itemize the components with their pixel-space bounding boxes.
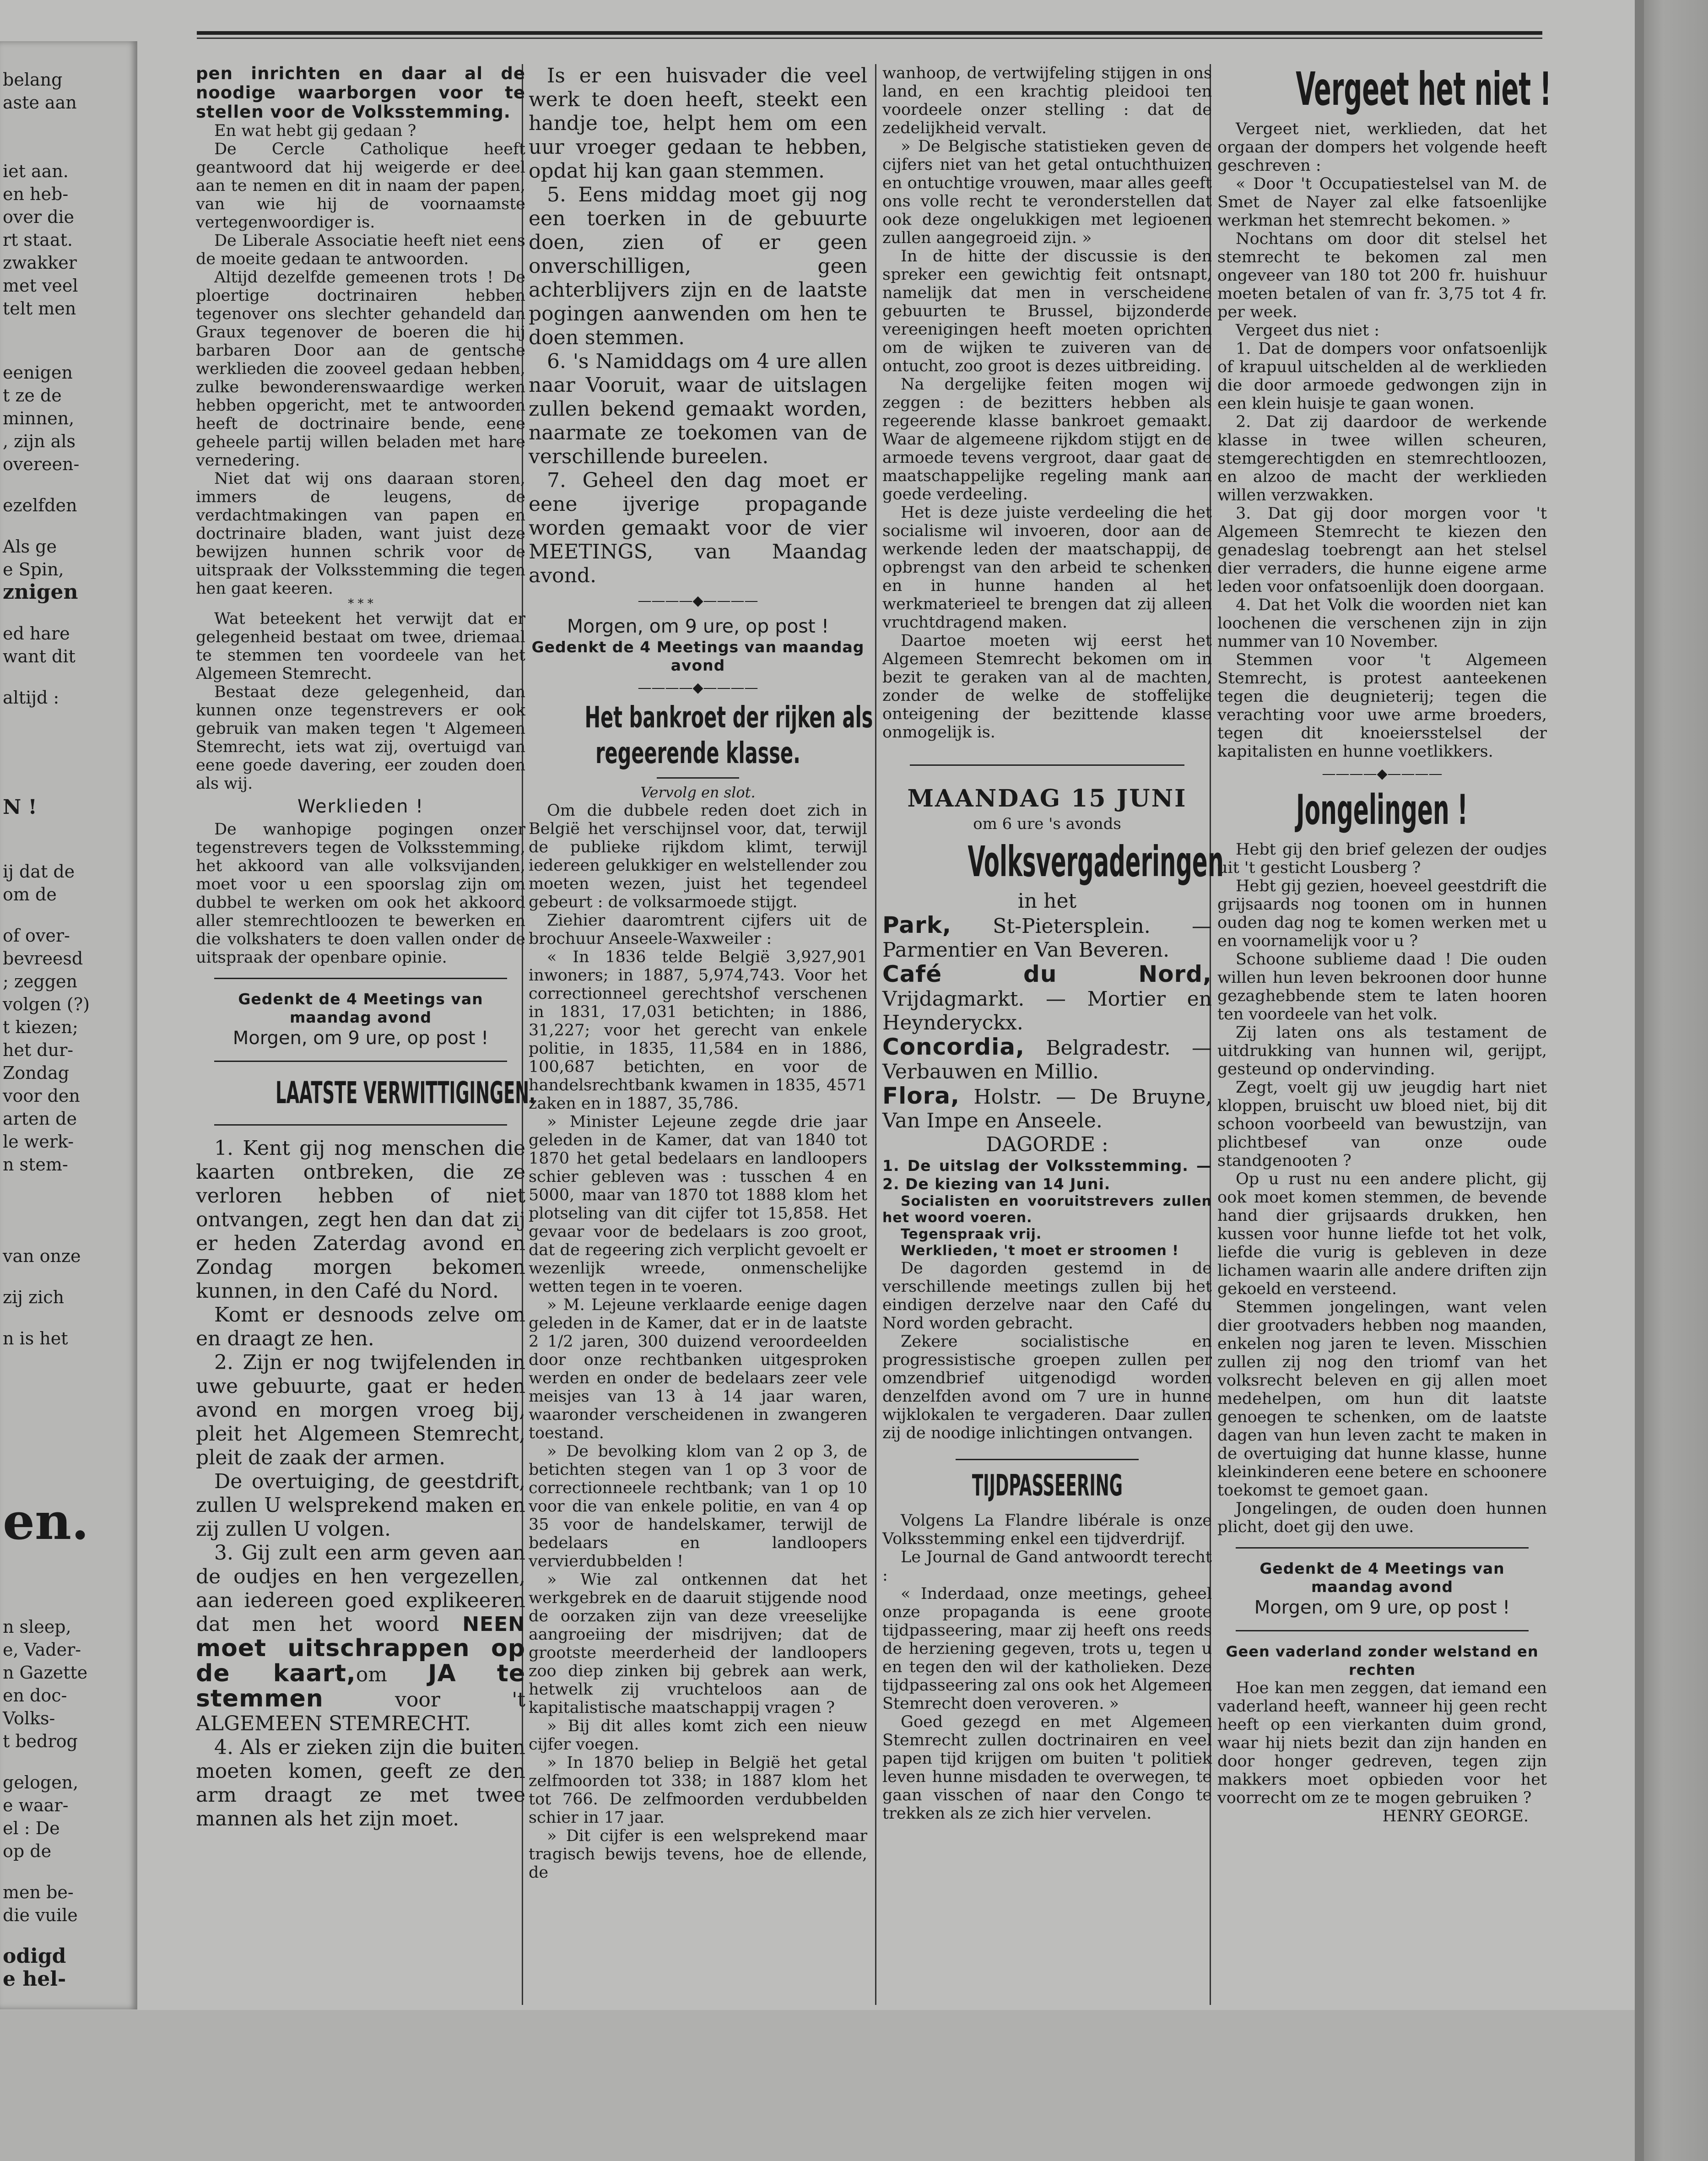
paragraph: 1. Dat de dompers voor onfatsoenlijk of krapuul uitschelden al de werklieden die door armoede gedwongen zijn in een klein huisje te gaan wonen. [1217,340,1547,413]
top-rule-thin [197,38,1542,39]
paragraph: Na dergelijke feiten mogen wij zeggen : de bezitters hebben als regeerende klasse bankroet gemaakt. Waar de algemeene rijkdom stijgt en de armoede tevens vergroot, daar gaat de maatschappelijke regeling mank aan goede verdeeling. [882,375,1212,504]
paragraph: » In 1870 beliep in België het getal zelfmoorden tot 338; in 1887 klom het tot 766. De zelfmoorden verdubbelden schier in 17 jaar. [529,1754,867,1827]
gedenkt-notice: Gedenkt de 4 Meetings van maandag avond [238,990,483,1026]
paragraph: Komt er desnoods zelve om en draagt ze hen. [196,1303,525,1350]
previous-page-line: overeen- [3,454,80,474]
previous-page-strip [0,41,137,2009]
divider [214,978,507,979]
previous-page-line: volgen (?) [3,994,90,1014]
previous-page-line: bevreesd [3,948,83,969]
previous-page-line: en. [3,1492,89,1551]
vervolg-label: Vervolg en slot. [640,784,756,801]
previous-page-line: minnen, [3,408,75,428]
top-rule [197,31,1542,35]
divider [1236,1547,1529,1549]
paragraph: 4. Dat het Volk die woorden niet kan loochenen die verschenen zijn in zijn nummer van 10 November. [1217,596,1547,651]
venue-flora: Flora, [882,1083,960,1109]
text: St-Pietersplein. — Parmentier en Van Beveren. [882,915,1212,962]
previous-page-line: e, Vader- [3,1640,81,1660]
paragraph: Werklieden, 't moet er stroomen ! [901,1243,1179,1259]
paragraph: Niet dat wij ons daaraan storen, immers de leugens, de verdachtmakingen van papen en doctrinaire bladen, want juist deze bewijzen hunnen schrik voor de uitspraak der Volksstemming die tegen hen gaat keeren. [196,470,525,598]
paragraph: De dagorden gestemd in de verschillende meetings zullen bij het eindigen derzelve naar den Café du Nord worden gebracht. [882,1259,1212,1332]
previous-page-line: ezelfden [3,495,77,515]
previous-page-line: en doc- [3,1685,67,1706]
previous-page-line: met veel [3,276,78,296]
paragraph: Om die dubbele reden doet zich in België het verschijnsel voor, dat, terwijl de publieke rijkdom klimt, terwijl iedereen gelukkiger en welstellender zou moeten wezen, juist het tegendeel gebeurt : de volksarmoede stijgt. [529,802,867,911]
text: Belgradestr. — Verbauwen en Millio. [882,1036,1212,1083]
meeting-park [882,913,1212,962]
previous-page-line: n stem- [3,1154,68,1175]
previous-page-line: ed hare [3,623,70,644]
previous-page-line: n is het [3,1328,68,1349]
paragraph: wanhoop, de vertwijfeling stijgen in ons land, en een krachtig pleidooi ten voordeele onzer stelling : dat de zedelijkheid vervalt. [882,64,1212,137]
previous-page-line: t ze de [3,385,62,406]
maandag-heading: MAANDAG 15 JUNI [907,785,1187,812]
paragraph: De Cercle Catholique heeft geantwoord dat hij weigerde er deel aan te nemen en dit in naam der papen, van wie hij de voornaamste vertegenwoordiger is. [196,140,525,232]
volksvergaderingen-heading: Volksvergaderingen [968,837,1224,886]
previous-page-line: want dit [3,646,76,666]
paragraph: Is er een huisvader die veel werk te doen heeft, steekt een handje toe, helpt hem om een uur vroeger gedaan te hebben, opdat hij kan gaan stemmen. [529,64,867,183]
previous-page-line: gelogen, [3,1772,79,1793]
intro-bold: pen inrichten en daar al de noodige waarborgen voor te stellen voor de Volksstemming. [196,64,525,122]
page-bottom-shade [0,2010,1708,2161]
heading-laatste: LAATSTE VERWITTIGINGEN. [276,1075,536,1110]
divider [910,764,1184,766]
bold-neen: NEEN [462,1613,525,1636]
previous-page-line: ; zeggen [3,971,78,991]
previous-page-line: of over- [3,926,70,946]
previous-page-line: voor den [3,1086,80,1106]
paragraph: 2. Dat zij daardoor de werkende klasse in twee willen scheuren, stemgerechtigden en stemrechtloozen, en alzoo de macht der werklieden willen verzwakken. [1217,413,1547,504]
text: voor 't ALGEMEEN STEMRECHT. [196,1688,525,1735]
paragraph: » M. Lejeune verklaarde eenige dagen geleden in de Kamer, dat er in de laatste 2 1/2 jaren, 300 duizend veroordeelden door onze rechtbanken uitgesproken werden en onder de bedelaars zeer vele meisjes van 13 à 14 jaar waren, waaronder verscheidenen in zwangeren toestand. [529,1296,867,1442]
paragraph: De Liberale Associatie heeft niet eens de moeite gedaan te antwoorden. [196,232,525,268]
author: HENRY GEORGE. [1382,1807,1529,1825]
previous-page-line: odigd [3,1944,66,1968]
paragraph: Goed gezegd en met Algemeen Stemrecht zullen doctrinairen en veel papen tijd krijgen om buiten 't politiek leven hunne misdaden te overwegen, te gaan visschen of naar den Congo te trekken als ze zich hier vervelen. [882,1713,1212,1823]
paragraph: Zekere socialistische en progressistische groepen zullen per omzendbrief uitgenodigd worden denzelfden avond om 7 ure in hunne wijklokalen te vergaderen. Daar zullen zij de noodige inlichtingen ontvangen. [882,1332,1212,1442]
previous-page-line: ij dat de [3,861,75,882]
divider [214,1061,507,1062]
article-title-line2: regeerende klasse. [595,737,800,770]
divider [1236,1630,1529,1631]
jongelingen-heading: Jongelingen ! [1296,786,1468,834]
paragraph: Het is deze juiste verdeeling die het socialisme wil invoeren, door aan de werkende leden der maatschappij, de opbrengst van den arbeid te schenken en in hunne handen al het werkmaterieel te brengen dat zij alleen vruchtdragend maken. [882,504,1212,632]
paragraph: Jongelingen, de ouden doen hunnen plicht, doet gij den uwe. [1217,1500,1547,1536]
inhet-line: in het [1017,889,1077,913]
paragraph: » Bij dit alles komt zich een nieuw cijfer voegen. [529,1717,867,1754]
paragraph: 4. Als er zieken zijn die buiten moeten komen, geeft ze den arm draagt ze met twee mannen als het zijn moet. [196,1736,525,1831]
paragraph: « Inderdaad, onze meetings, geheel onze propaganda is eene groote tijdpasseering, maar zij heeft ons reeds de herziening gegeven, trots u, tegen u en tegen den wil der katholieken. Deze tijdpasseering zal ons ook het Algemeen Stemrecht doen veroveren. » [882,1585,1212,1713]
column-4 [1217,62,1551,1825]
dagorde-heading: DAGORDE : [986,1133,1108,1156]
paragraph: Daartoe moeten wij eerst het Algemeen Stemrecht bekomen om in bezit te geraken van al de machten, zonder de welke de stoffelijke onteigening der bezittende klasse onmogelijk is. [882,632,1212,742]
venue-park: Park, [882,912,951,938]
paragraph: Altijd dezelfde gemeenen trots ! De ploertige doctrinairen hebben tegenover ons slechter gehandeld dan Graux tegenover de boeren die hij barbaren Door aan de gentsche werklieden die zooveel gedaan hebben, zulke bewonderenswaardige werken hebben opgericht, met te antwoorden heeft de doctrinaire bende, eene geheele partij willen beladen met hare vernedering. [196,268,525,470]
divider [657,777,739,779]
text: om [356,1663,387,1686]
column-1 [196,64,536,1831]
gedenkt-notice: Gedenkt de 4 Meetings van maandag avond [531,638,865,674]
morgen-notice: Morgen, om 9 ure, op post ! [1254,1597,1510,1618]
previous-page-line: t kiezen; [3,1017,78,1037]
previous-page-line: , zijn als [3,431,76,451]
paragraph: 1. Kent gij nog menschen die kaarten ontbreken, die ze verloren hebben of niet ontvangen, zegt hen dan dat zij er heden Zaterdag avond en Zondag morgen bekomen kunnen, in den Café du Nord. [196,1137,525,1303]
page-edge-shadow [1635,0,1644,2161]
column-2 [529,64,873,1882]
previous-page-line: Volks- [3,1708,55,1728]
paragraph: 5. Eens middag moet gij nog een toerken in de gebuurte doen, zien of er geen onverschilligen, geen achterblijvers zijn en de laatste pogingen aanwenden om hen te doen stemmen. [529,183,867,349]
previous-page-line: men be- [3,1882,74,1902]
paragraph: Le Journal de Gand antwoordt terecht : [882,1548,1212,1585]
text: Vrijdagmarkt. — Mortier en Heynderyckx. [882,987,1212,1034]
paragraph: Op u rust nu een andere plicht, gij ook moet komen stemmen, de bevende hand dier grijsaards drukken, hen kussen voor hunne liefde tot het volk, liefde die vurig is gebleven in deze lichamen waarin alle andere driften zijn gekoeld en versteend. [1217,1170,1547,1298]
morgen-notice: Morgen, om 9 ure, op post ! [232,1028,489,1049]
paragraph: Hebt gij gezien, hoeveel geestdrift die grijsaards nog toonen om in hunnen ouden dag nog te komen werken met u en voornamelijk voor u ? [1217,877,1547,950]
previous-page-line: belang [3,70,63,90]
previous-page-line: arten de [3,1109,77,1129]
paragraph: De overtuiging, de geestdrift, zullen U welsprekend maken en zij zullen U volgen. [196,1470,525,1541]
previous-page-line: op de [3,1841,52,1861]
paragraph: » De bevolking klom van 2 op 3, de betichten stegen van 1 op 3 voor de correctionneele rechtbank; van 1 op 10 voor die van enkele politie, en van 4 op 35 voor de handelskamer, terwijl de bedelaars en landloopers vervierdubbelden ! [529,1442,867,1571]
paragraph-neen [196,1541,525,1736]
paragraph: « Door 't Occupatiestelsel van M. de Smet de Nayer zal elke fatsoenlijke werkman het stemrecht bekomen. » [1217,175,1547,230]
previous-page-line: e Spin, [3,559,64,580]
divider [214,1124,507,1126]
meeting-concordia [882,1035,1212,1084]
paragraph: Zegt, voelt gij uw jeugdig hart niet kloppen, bruischt uw bloed niet, bij dit schoon voorbeeld van bewustzijn, van plichtbesef van onze oude standgenooten ? [1217,1078,1547,1170]
bold-te-stemmen: te stemmen [196,1660,525,1712]
divider: ————◆———— [638,680,758,696]
paragraph: In de hitte der discussie is den spreker een gewichtig feit ontsnapt, namelijk dat men in verscheidene gebuurten te Brussel, bijzonderde vereenigingen heeft moeten oprichten om de wijken te zuiveren van de ontucht, zoo groot is dezes uitbreiding. [882,247,1212,375]
paragraph: 3. Dat gij door morgen voor 't Algemeen Stemrecht te kiezen den genadeslag toebrengt aan het stelsel dier verraders, die hunne eigene arme leden voor onfatsoenlijk doen doorgaan. [1217,504,1547,596]
article-title-line1: Het bankroet der rijken als [584,701,873,735]
divider: ————◆———— [638,593,758,609]
gedenkt-notice: Gedenkt de 4 Meetings van maandag avond [1259,1560,1505,1596]
bold-moet: moet uitschrappen op de kaart, [196,1635,525,1687]
previous-page-line: altijd : [3,688,59,708]
paragraph: Schoone sublieme daad ! Die ouden willen hun leven bekroonen door hunne gezaghebbende stem te laten hooren ten voordeele van het volk. [1217,950,1547,1024]
paragraph: Hoe kan men zeggen, dat iemand een vaderland heeft, wanneer hij geen recht heeft op een vierkanten duim grond, waar hij niets bezit dan zijn handen en door honger gedreven, tegen zijn makkers moet opbieden voor het voorrecht om ze te mogen gebruiken ? [1217,1679,1547,1807]
column-separator [875,64,876,2005]
divider [956,1459,1139,1460]
divider: ————◆———— [1322,766,1443,782]
previous-page-line: en heb- [3,184,69,204]
previous-page-line: Als ge [3,536,57,557]
bold-ja: JA [428,1660,456,1687]
paragraph: Zij laten ons als testament de uitdrukking van hunnen wil, gerijpt, gesteund op ondervinding. [1217,1024,1547,1078]
paragraph: Hebt gij den brief gelezen der oudjes uit 't gesticht Lousberg ? [1217,840,1547,877]
previous-page-line: om de [3,884,57,904]
previous-page-line: van onze [3,1246,81,1266]
previous-page-line: het dur- [3,1040,74,1060]
om6-line: om 6 ure 's avonds [973,815,1121,833]
previous-page-line: rt staat. [3,230,73,250]
previous-page-line: telt men [3,298,76,319]
paragraph: Stemmen voor 't Algemeen Stemrecht, is protest aanteekenen tegen die deugnieterij; tegen die verachting voor uwe arme broeders, tegen dit knoeiersstelsel der kapitalisten en hunne voetlikkers. [1217,651,1547,761]
previous-page-line: n Gazette [3,1663,88,1683]
previous-page-line: el : De [3,1818,60,1838]
previous-page-line: iet aan. [3,161,69,181]
previous-page-line: t bedrog [3,1731,78,1751]
previous-page-line: le werk- [3,1132,74,1152]
paragraph: Stemmen jongelingen, want velen dier grootvaders hebben nog maanden, enkelen nog jaren te leven. Misschien zullen zij nog den triomf van het volksrecht beleven en gij allen moet medehelpen, om hun dit laatste genoegen te schenken, om de laatste dagen van hun leven zacht te maken in de overtuiging dat hunne klasse, hunne kleinkinderen eene betere en schoonere toekomst te gemoet gaan. [1217,1298,1547,1500]
previous-page-line: zij zich [3,1287,64,1307]
dagorde-items: 1. De uitslag der Volksstemming. —2. De kiezing van 14 Juni. [882,1157,1212,1193]
previous-page-line: zwakker [3,253,77,273]
paragraph: De wanhopige pogingen onzer tegenstrevers tegen de Volksstemming, het akkoord van alle volksvijanden, moet voor u een spoorslag zijn om dubbel te werken om ook het akkoord aller stemrechtloozen te bewerken en die volkshaters te doen vallen onder de uitspraak der openbare opinie. [196,820,525,967]
previous-page-line: n sleep, [3,1617,71,1637]
previous-page-line: over die [3,207,75,227]
previous-page-line: eenigen [3,363,73,383]
paragraph: Tegenspraak vrij. [901,1226,1042,1242]
venue-cafe: Café du Nord, [882,961,1212,987]
paragraph: Nochtans om door dit stelsel het stemrecht te bekomen zal men ongeveer van 180 tot 200 fr. huishuur moeten betalen of van fr. 3,75 tot 4 fr. per week. [1217,230,1547,321]
geen-vaderland-heading: Geen vaderland zonder welstand en rechten [1226,1643,1539,1679]
paragraph: Wat beteekent het verwijt dat er gelegenheid bestaat om twee, driemaal te stemmen ten voordeele van het Algemeen Stemrecht. [196,610,525,683]
meeting-flora [882,1084,1212,1133]
paragraph: Ziehier daaromtrent cijfers uit de brochuur Anseele-Waxweiler : [529,911,867,948]
previous-page-line: N ! [3,796,37,819]
paragraph: En wat hebt gij gedaan ? [214,122,416,140]
text: Holstr. — De Bruyne, Van Impe en Anseele. [882,1085,1212,1132]
text: 3. Gij zult een arm geven aan de oudjes en hen vergezellen, aan iedereen goed explikeeren dat men het woord [196,1541,525,1636]
morgen-notice: Morgen, om 9 ure, op post ! [567,615,829,637]
paragraph: 7. Geheel den dag moet er eene ijverige propagande worden gemaakt voor de vier MEETINGS, van Maandag avond. [529,469,867,587]
previous-page-line: aste aan [3,92,77,113]
paragraph: 6. 's Namiddags om 4 ure allen naar Vooruit, waar de uitslagen zullen bekend gemaakt worden, naarmate ze toekomen van de verschillende bureelen. [529,350,867,468]
section-heading-werklieden: Werklieden ! [297,796,424,817]
stars-divider: * * * [348,597,373,611]
paragraph: Vergeet dus niet : [1236,321,1379,340]
column-3 [882,64,1224,1823]
paragraph: Volgens La Flandre libérale is onze Volksstemming enkel een tijdverdrijf. [882,1511,1212,1548]
previous-page-line: Zondag [3,1063,70,1083]
paragraph: « In 1836 telde België 3,927,901 inwoners; in 1887, 5,974,743. Voor het correctionneel gerechtshof verschenen in 1831, 17,031 betichten; in 1886, 31,227; voor het gerecht van enkele politie, in 1835, 11,584 en in 1886, 100,687 betichten, en voor de handelsrechtbank kwamen in 1835, 4571 zaken en in 1887, 35,786. [529,948,867,1113]
paragraph: Bestaat deze gelegenheid, dan kunnen onze tegenstrevers er ook gebruik van maken tegen 't Algemeen Stemrecht, iets wat zij, overtuigd van eene goede davering, eer zouden doen als wij. [196,683,525,793]
paragraph: » Wie zal ontkennen dat het werkgebrek en de daaruit stijgende nood de oorzaken zijn van deze vreeselijke aangroeiing der misdrijven; dat de grootste meerderheid der landloopers zoo diep zinken bij gebrek aan werk, hetwelk zij vruchteloos aan de kapitalistische maatschappij vragen ? [529,1571,867,1717]
paragraph: Socialisten en vooruitstrevers zullen het woord voeren. [882,1193,1212,1226]
page-edge [1644,0,1708,2161]
previous-page-line: znigen [3,580,78,604]
previous-page-line: e waar- [3,1795,69,1815]
previous-page-line: die vuile [3,1905,78,1925]
meeting-cafe [882,962,1212,1035]
vergeet-heading: Vergeet het niet ! [1296,62,1551,116]
paragraph: 2. Zijn er nog twijfelenden in uwe gebuurte, gaat er heden avond en morgen vroeg bij, pleit het Algemeen Stemrecht, pleit de zaak der armen. [196,1351,525,1469]
tijdpasseering-heading: TIJDPASSEERING [972,1469,1123,1503]
paragraph: » Minister Lejeune zegde drie jaar geleden in de Kamer, dat van 1840 tot 1870 het getal bedelaars en landloopers schier gebleven was : tusschen 4 en 5000, maar van 1870 tot 1888 klom het plotseling van dit cijfer tot 15,858. Het gevaar voor de bedelaars is zoo groot, dat de regeering zich verplicht gevoelt er wezenlijk wreede, onmenschelijke wetten tegen in te voeren. [529,1113,867,1296]
paragraph: » Dit cijfer is een welsprekend maar tragisch bewijs tevens, hoe de ellende, de [529,1827,867,1882]
venue-concordia: Concordia, [882,1034,1025,1060]
previous-page-line: e hel- [3,1967,66,1991]
paragraph: » De Belgische statistieken geven de cijfers niet van het getal ontuchthuizen en ontuchtige vrouwen, maar alles geeft ons volle recht te veronderstellen dat ook deze ongelukkigen met legioenen zullen aangegroeid zijn. » [882,137,1212,247]
paragraph: Vergeet niet, werklieden, dat het orgaan der dompers het volgende heeft geschreven : [1217,120,1547,175]
